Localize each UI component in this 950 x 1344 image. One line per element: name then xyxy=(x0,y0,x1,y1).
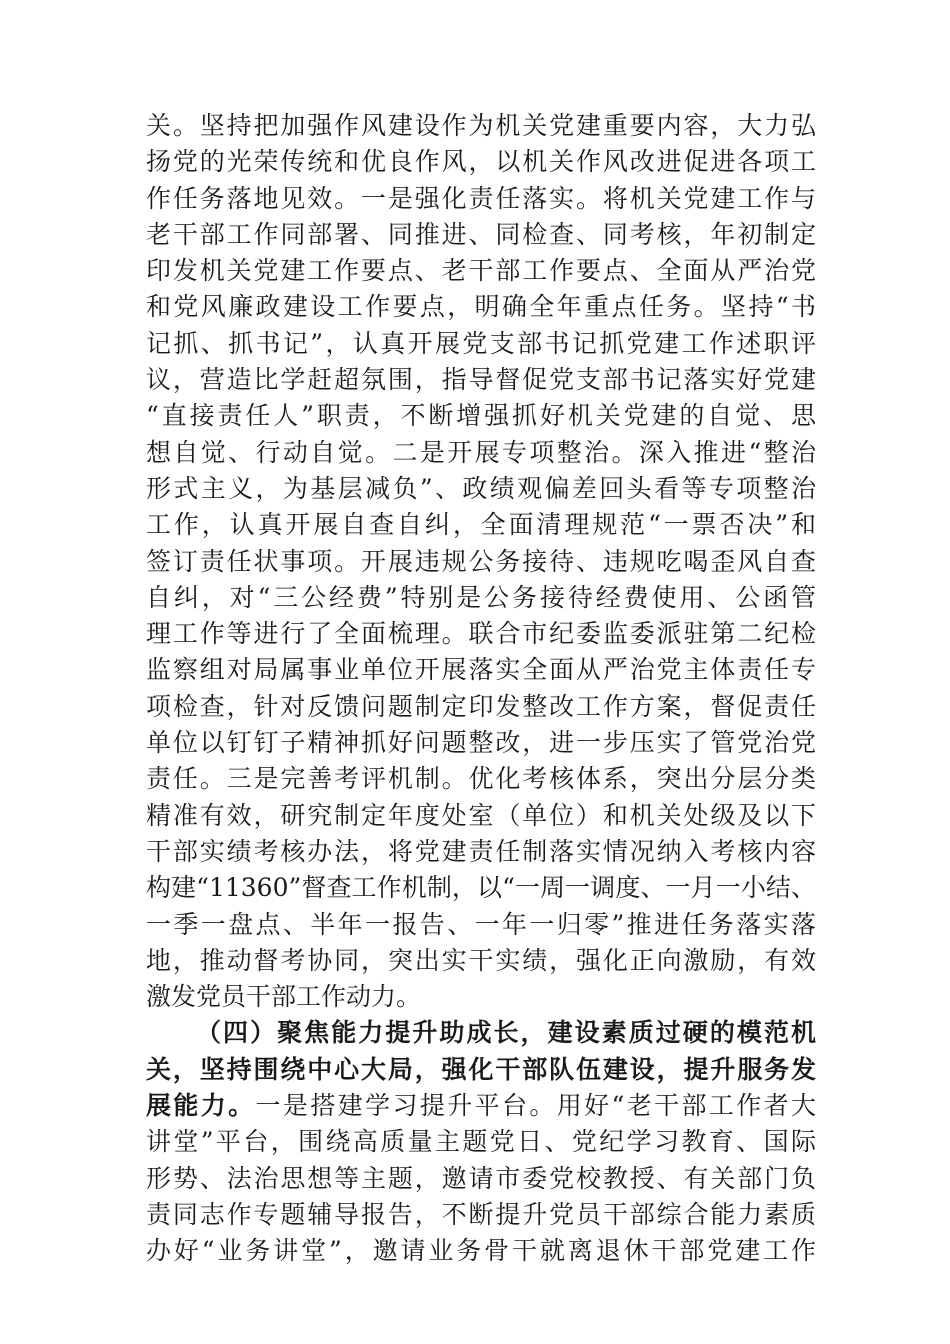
text-line: 一季一盘点、半年一报告、一年一归零”推进任务落实落 xyxy=(146,909,816,939)
section-heading-end: 展能力。 xyxy=(146,1091,256,1121)
text-line: 责同志作专题辅导报告，不断提升党员干部综合能力素质 xyxy=(146,1199,816,1229)
text-line: 形式主义，为基层减负”、政绩观偏差回头看等专项整治 xyxy=(146,473,816,503)
body-text xyxy=(146,108,816,1270)
text-line: 想自觉、行动自觉。二是开展专项整治。深入推进“整治 xyxy=(146,437,816,467)
text-segment: 一是搭建学习提升平台。用好“老干部工作者大 xyxy=(255,1091,816,1121)
text-line: 项检查，针对反馈问题制定印发整改工作方案，督促责任 xyxy=(146,691,816,721)
text-line: 办好“业务讲堂”，邀请业务骨干就离退休干部党建工作 xyxy=(146,1236,816,1266)
section-heading-line: 关，坚持围绕中心大局，强化干部队伍建设，提升服务发 xyxy=(146,1054,816,1084)
text-line: 扬党的光荣传统和优良作风，以机关作风改进促进各项工 xyxy=(146,147,816,177)
text-line: 议，营造比学赶超氛围，指导督促党支部书记落实好党建 xyxy=(146,365,816,395)
section-heading-line: （四）聚焦能力提升助成长，建设素质过硬的模范机 xyxy=(196,1018,816,1048)
text-line: 讲堂”平台，围绕高质量主题党日、党纪学习教育、国际 xyxy=(146,1127,816,1157)
text-line: 形势、法治思想等主题，邀请市委党校教授、有关部门负 xyxy=(146,1163,816,1193)
text-line: 监察组对局属事业单位开展落实全面从严治党主体责任专 xyxy=(146,655,816,685)
text-line: 老干部工作同部署、同推进、同检查、同考核，年初制定 xyxy=(146,219,816,249)
text-line xyxy=(146,1088,816,1124)
text-line: 激发党员干部工作动力。 xyxy=(146,982,422,1012)
text-line: 工作，认真开展自查自纠，全面清理规范“一票否决”和 xyxy=(146,510,816,540)
text-line: 责任。三是完善考评机制。优化考核体系，突出分层分类 xyxy=(146,764,816,794)
text-line: 地，推动督考协同，突出实干实绩，强化正向激励，有效 xyxy=(146,945,816,975)
text-line: 关。坚持把加强作风建设作为机关党建重要内容，大力弘 xyxy=(146,111,816,140)
text-line: 作任务落地见效。一是强化责任落实。将机关党建工作与 xyxy=(146,183,816,213)
text-line: “直接责任人”职责，不断增强抓好机关党建的自觉、思 xyxy=(146,401,816,431)
text-line: 精准有效，研究制定年度处室（单位）和机关处级及以下 xyxy=(146,800,816,830)
text-line: 印发机关党建工作要点、老干部工作要点、全面从严治党 xyxy=(146,256,816,286)
text-line: 自纠，对“三公经费”特别是公务接待经费使用、公函管 xyxy=(146,582,816,612)
text-line: 签订责任状事项。开展违规公务接待、违规吃喝歪风自查 xyxy=(146,546,816,576)
text-line: 单位以钉钉子精神抓好问题整改，进一步压实了管党治党 xyxy=(146,728,816,758)
text-line: 干部实绩考核办法，将党建责任制落实情况纳入考核内容 xyxy=(146,836,816,866)
text-line: 记抓、抓书记”，认真开展党支部书记抓党建工作述职评 xyxy=(146,328,816,358)
text-line: 和党风廉政建设工作要点，明确全年重点任务。坚持“书 xyxy=(146,292,816,322)
text-line: 理工作等进行了全面梳理。联合市纪委监委派驻第二纪检 xyxy=(146,619,816,649)
text-line: 构建“11360”督查工作机制，以“一周一调度、一月一小结、 xyxy=(146,873,816,903)
